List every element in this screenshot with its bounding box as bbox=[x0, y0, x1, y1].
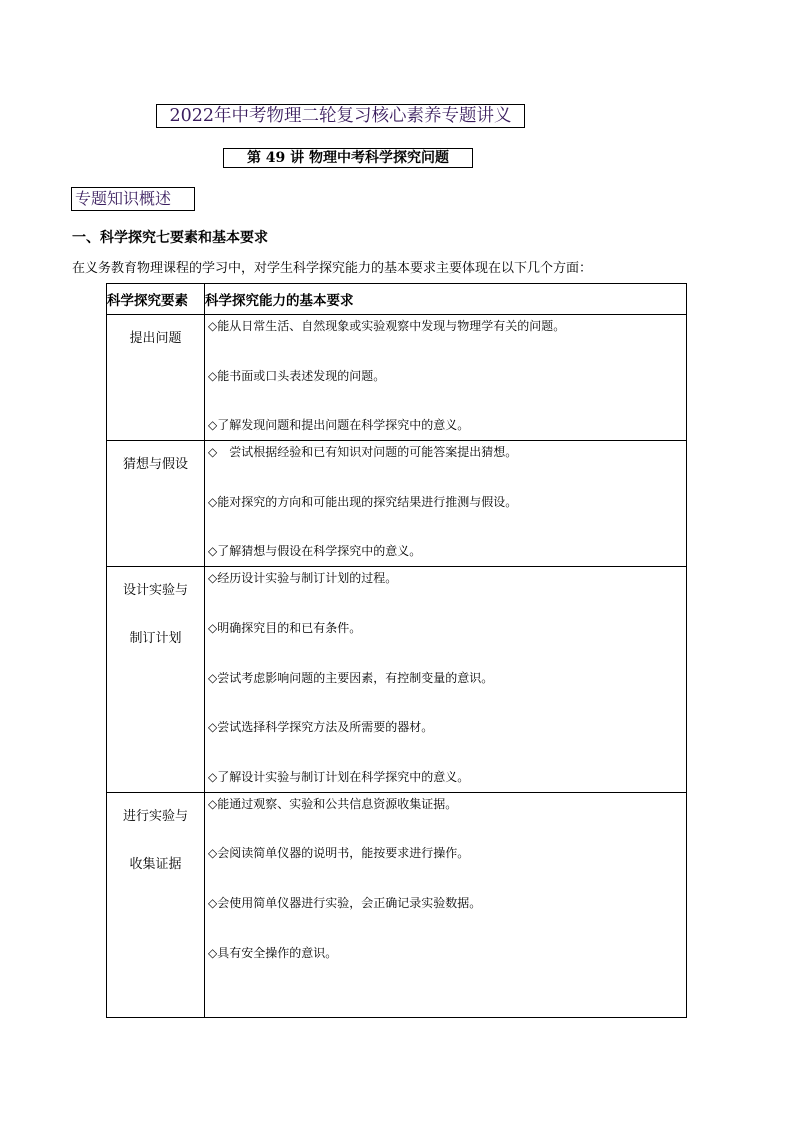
section-heading: 一、科学探究七要素和基本要求 bbox=[72, 230, 268, 246]
requirements-cell bbox=[205, 567, 687, 792]
element-label: 进行实验与 bbox=[122, 808, 188, 824]
element-label: 制订计划 bbox=[129, 631, 182, 647]
requirement-item: ◇尝试选择科学探究方法及所需要的器材。 bbox=[208, 720, 434, 735]
table-row bbox=[107, 792, 687, 1017]
header-element: 科学探究要素 bbox=[107, 284, 205, 315]
element-label: 设计实验与 bbox=[122, 583, 188, 599]
header-requirements: 科学探究能力的基本要求 bbox=[205, 284, 687, 315]
requirements-table bbox=[106, 283, 687, 1018]
requirement-item: ◇了解发现问题和提出问题在科学探究中的意义。 bbox=[208, 418, 470, 433]
table-row bbox=[107, 441, 687, 567]
requirement-item: ◇尝试考虑影响问题的主要因素，有控制变量的意识。 bbox=[208, 670, 494, 685]
requirements-cell bbox=[205, 792, 687, 1017]
main-title: 2022年中考物理二轮复习核心素养专题讲义 bbox=[156, 104, 525, 128]
element-cell bbox=[107, 792, 205, 1017]
element-label: 猜想与假设 bbox=[122, 457, 188, 473]
table-row bbox=[107, 315, 687, 441]
element-label: 收集证据 bbox=[129, 856, 182, 872]
element-label: 提出问题 bbox=[129, 331, 182, 346]
requirement-spacer bbox=[205, 991, 686, 1017]
requirements-cell bbox=[205, 441, 687, 567]
requirement-item: ◇ 尝试根据经验和已有知识对问题的可能答案提出猜想。 bbox=[208, 445, 518, 460]
requirement-item: ◇能对探究的方向和可能出现的探究结果进行推测与假设。 bbox=[208, 494, 518, 509]
requirements-cell bbox=[205, 315, 687, 441]
element-cell bbox=[107, 567, 205, 792]
requirement-item: ◇明确探究目的和已有条件。 bbox=[208, 620, 362, 635]
table-row bbox=[107, 567, 687, 792]
requirement-item: ◇会使用简单仪器进行实验，会正确记录实验数据。 bbox=[208, 895, 482, 910]
requirement-item: ◇具有安全操作的意识。 bbox=[208, 945, 338, 960]
table-header-row bbox=[107, 284, 687, 315]
lecture-title: 第 49 讲 物理中考科学探究问题 bbox=[223, 148, 473, 168]
requirement-item: ◇了解猜想与假设在科学探究中的意义。 bbox=[208, 544, 422, 559]
element-cell bbox=[107, 315, 205, 441]
requirement-item: ◇能从日常生活、自然现象或实验观察中发现与物理学有关的问题。 bbox=[208, 319, 566, 333]
requirement-item: ◇会阅读简单仪器的说明书，能按要求进行操作。 bbox=[208, 846, 470, 861]
section-label: 专题知识概述 bbox=[71, 187, 195, 211]
requirement-item: ◇能书面或口头表述发现的问题。 bbox=[208, 368, 386, 383]
element-cell bbox=[107, 441, 205, 567]
requirement-item: ◇能通过观察、实验和公共信息资源收集证据。 bbox=[208, 796, 458, 811]
requirement-item: ◇了解设计实验与制订计划在科学探究中的意义。 bbox=[208, 769, 470, 784]
intro-paragraph: 在义务教育物理课程的学习中，对学生科学探究能力的基本要求主要体现在以下几个方面： bbox=[72, 261, 593, 276]
requirement-item: ◇经历设计实验与制订计划的过程。 bbox=[208, 571, 398, 586]
